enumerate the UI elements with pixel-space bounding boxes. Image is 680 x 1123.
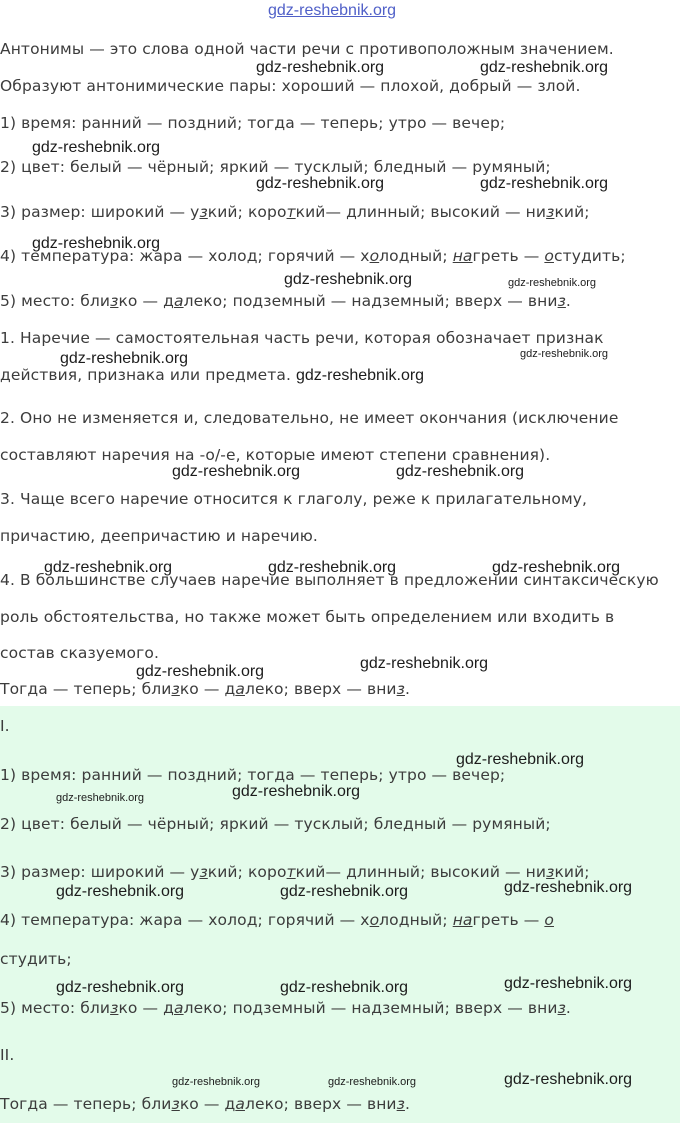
adverb-point-3a: 3. Чаще всего наречие относится к глаголу, реже к прилагательному, xyxy=(0,490,588,508)
underlined-letter: т xyxy=(286,203,296,221)
adverb-point-3b: причастию, деепричастию и наречию. xyxy=(0,527,318,545)
watermark: gdz-reshebnik.org xyxy=(172,1076,261,1088)
text-fragment: кий— длинный; высокий — ни xyxy=(295,863,547,881)
adverb-point-4c: состав сказуемого. xyxy=(0,644,159,662)
underlined-letter: з xyxy=(396,680,405,698)
answer-item-color: 2) цвет: белый — чёрный; яркий — тусклый; бледный — румяный; xyxy=(0,815,551,833)
watermark: gdz-reshebnik.org xyxy=(520,348,609,360)
adverb-point-4a: 4. В большинстве случаев наречие выполняет в предложении синтаксическую xyxy=(0,571,659,589)
text-fragment: 3) размер: широкий — у xyxy=(0,203,200,221)
theory-item-time: 1) время: ранний — поздний; тогда — теперь; утро — вечер; xyxy=(0,114,506,132)
watermark: gdz-reshebnik.org xyxy=(56,979,185,996)
underlined-letter: а xyxy=(235,1095,245,1113)
text-fragment: кий; xyxy=(554,203,590,221)
underlined-letter: з xyxy=(171,1095,180,1113)
underlined-letter: на xyxy=(452,911,473,929)
adverb-point-1b: действия, признака или предмета. xyxy=(0,366,292,384)
text-fragment: 3) размер: широкий — у xyxy=(0,863,200,881)
text-fragment: греть — xyxy=(472,247,545,265)
text-fragment: Тогда — теперь; бли xyxy=(0,1095,172,1113)
underlined-letter: т xyxy=(286,863,296,881)
text-fragment: греть — xyxy=(472,911,545,929)
underlined-letter: а xyxy=(173,292,184,310)
text-fragment: 4) температура: жара — холод; горячий — х xyxy=(0,911,370,929)
text-fragment: леко; подземный — надземный; вверх — вни xyxy=(183,999,558,1017)
underlined-letter: о xyxy=(369,911,380,929)
watermark: gdz-reshebnik.org xyxy=(504,879,633,896)
answer-section-2-heading: II. xyxy=(0,1046,15,1064)
watermark: gdz-reshebnik.org xyxy=(456,751,585,768)
text-fragment: ко — д xyxy=(118,292,174,310)
text-fragment: . xyxy=(565,999,571,1017)
watermark: gdz-reshebnik.org xyxy=(56,792,145,804)
underlined-letter: з xyxy=(110,999,119,1017)
text-fragment: кий; xyxy=(554,863,590,881)
text-fragment: 4) температура: жара — холод; горячий — х xyxy=(0,247,370,265)
underlined-letter: а xyxy=(173,999,184,1017)
watermark: gdz-reshebnik.org xyxy=(232,783,361,800)
watermark: gdz-reshebnik.org xyxy=(296,367,425,384)
adverb-point-1a: 1. Наречие — самостоятельная часть речи, которая обозначает признак xyxy=(0,329,604,347)
adverb-point-2b: составляют наречия на -о/-е, которые имеют степени сравнения). xyxy=(0,446,551,464)
underlined-letter: о xyxy=(544,247,554,265)
text-fragment: ко — д xyxy=(179,1095,236,1113)
underlined-letter: з xyxy=(557,292,566,310)
watermark: gdz-reshebnik.org xyxy=(360,655,489,672)
answer-item-temperature-cont: студить; xyxy=(0,950,72,968)
theory-item-color: 2) цвет: белый — чёрный; яркий — тусклый; бледный — румяный; xyxy=(0,158,551,176)
answer-section-1-heading: I. xyxy=(0,717,10,735)
watermark: gdz-reshebnik.org xyxy=(504,975,633,992)
underlined-letter: о xyxy=(369,247,380,265)
text-fragment: . xyxy=(565,292,571,310)
watermark: gdz-reshebnik.org xyxy=(280,979,409,996)
theory-example xyxy=(0,680,410,698)
watermark: gdz-reshebnik.org xyxy=(32,235,161,252)
watermark: gdz-reshebnik.org xyxy=(396,463,525,480)
watermark: gdz-reshebnik.org xyxy=(328,1076,417,1088)
site-watermark-link[interactable]: gdz-reshebnik.org xyxy=(268,2,397,19)
underlined-letter: з xyxy=(199,863,208,881)
watermark: gdz-reshebnik.org xyxy=(492,559,621,576)
answer-example xyxy=(0,1095,410,1113)
watermark: gdz-reshebnik.org xyxy=(480,175,609,192)
watermark: gdz-reshebnik.org xyxy=(268,559,397,576)
answer-item-size xyxy=(0,863,590,881)
underlined-letter: з xyxy=(110,292,119,310)
text-fragment: кий; коро xyxy=(207,203,287,221)
underlined-letter: з xyxy=(199,203,208,221)
adverb-point-4b: роль обстоятельства, но также может быть определением или входить в xyxy=(0,608,615,626)
watermark: gdz-reshebnik.org xyxy=(32,139,161,156)
watermark: gdz-reshebnik.org xyxy=(44,559,173,576)
watermark: gdz-reshebnik.org xyxy=(172,463,301,480)
watermark: gdz-reshebnik.org xyxy=(284,271,413,288)
underlined-letter: на xyxy=(452,247,473,265)
text-fragment: леко; вверх — вни xyxy=(244,680,397,698)
underlined-letter: з xyxy=(546,203,555,221)
answer-item-time: 1) время: ранний — поздний; тогда — теперь; утро — вечер; xyxy=(0,766,506,784)
theory-item-place xyxy=(0,292,571,310)
watermark: gdz-reshebnik.org xyxy=(504,1071,633,1088)
watermark: gdz-reshebnik.org xyxy=(136,663,265,680)
text-fragment: кий— длинный; высокий — ни xyxy=(295,203,547,221)
watermark: gdz-reshebnik.org xyxy=(256,175,385,192)
text-fragment: лодный; xyxy=(379,911,453,929)
answer-item-temperature xyxy=(0,911,554,929)
text-fragment: лодный; xyxy=(379,247,453,265)
answer-item-place xyxy=(0,999,571,1017)
underlined-letter: а xyxy=(235,680,245,698)
watermark: gdz-reshebnik.org xyxy=(280,883,409,900)
watermark: gdz-reshebnik.org xyxy=(256,59,385,76)
antonym-pairs-example: Образуют антонимические пары: хороший — плохой, добрый — злой. xyxy=(0,77,581,95)
watermark: gdz-reshebnik.org xyxy=(56,883,185,900)
underlined-letter: з xyxy=(396,1095,405,1113)
text-fragment: 5) место: бли xyxy=(0,292,111,310)
text-fragment: леко; подземный — надземный; вверх — вни xyxy=(183,292,558,310)
watermark: gdz-reshebnik.org xyxy=(480,59,609,76)
watermark: gdz-reshebnik.org xyxy=(508,277,597,289)
underlined-letter: з xyxy=(557,999,566,1017)
theory-item-size xyxy=(0,203,590,221)
text-fragment: леко; вверх — вни xyxy=(244,1095,397,1113)
text-fragment: . xyxy=(404,1095,410,1113)
underlined-letter: о xyxy=(544,911,554,929)
text-fragment: кий; коро xyxy=(207,863,287,881)
watermark: gdz-reshebnik.org xyxy=(60,350,189,367)
antonym-definition: Антонимы — это слова одной части речи с противоположным значением. xyxy=(0,40,614,58)
text-fragment: ко — д xyxy=(179,680,236,698)
text-fragment: Тогда — теперь; бли xyxy=(0,680,172,698)
adverb-point-2a: 2. Оно не изменяется и, следовательно, не имеет окончания (исключение xyxy=(0,409,619,427)
underlined-letter: з xyxy=(546,863,555,881)
text-fragment: 5) место: бли xyxy=(0,999,111,1017)
text-fragment: ко — д xyxy=(118,999,174,1017)
text-fragment: . xyxy=(404,680,410,698)
underlined-letter: з xyxy=(171,680,180,698)
text-fragment: студить; xyxy=(553,247,626,265)
